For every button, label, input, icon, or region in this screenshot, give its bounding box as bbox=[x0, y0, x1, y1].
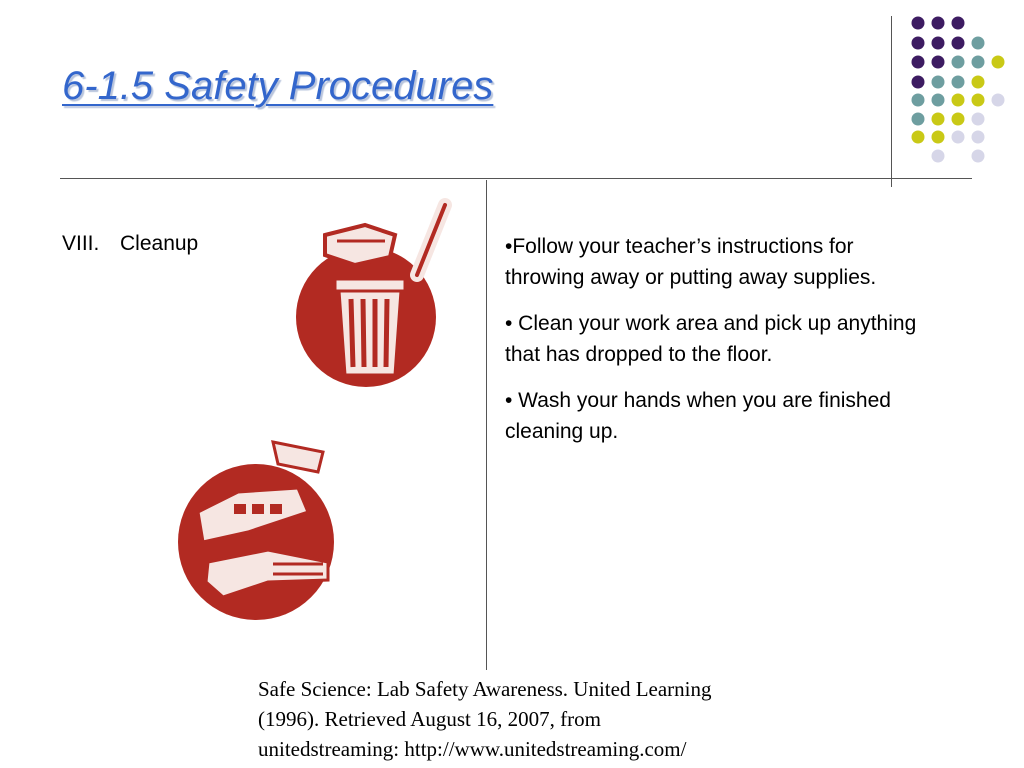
bullet-item: • Clean your work area and pick up anything that has dropped to the floor. bbox=[505, 312, 917, 366]
decorative-dot bbox=[912, 76, 925, 89]
decorative-dot bbox=[912, 113, 925, 126]
decorative-dot bbox=[972, 56, 985, 69]
decorative-dot bbox=[952, 131, 965, 144]
bullet-item: •Follow your teacher’s instructions for throwing away or putting away supplies. bbox=[505, 235, 877, 289]
divider-vertical-top bbox=[891, 16, 892, 187]
decorative-dot bbox=[972, 37, 985, 50]
decorative-dot bbox=[912, 37, 925, 50]
decorative-dot bbox=[952, 113, 965, 126]
hand-washing-icon bbox=[178, 432, 348, 632]
citation bbox=[258, 674, 858, 764]
section-number: VIII. bbox=[62, 232, 100, 255]
slide-title: 6-1.5 Safety Procedures bbox=[62, 64, 494, 108]
section-label: Cleanup bbox=[120, 232, 199, 255]
divider-vertical-middle bbox=[486, 180, 487, 670]
decorative-dot bbox=[932, 131, 945, 144]
decorative-dot bbox=[932, 150, 945, 163]
decorative-dot bbox=[932, 37, 945, 50]
decorative-dot bbox=[932, 113, 945, 126]
decorative-dot bbox=[912, 131, 925, 144]
decorative-dot bbox=[952, 17, 965, 30]
section-heading bbox=[62, 232, 198, 256]
decorative-dot bbox=[992, 56, 1005, 69]
decorative-dot bbox=[932, 56, 945, 69]
decorative-dot bbox=[932, 17, 945, 30]
bullet-item: • Wash your hands when you are finished cleaning up. bbox=[505, 389, 891, 443]
citation-line: (1996). Retrieved August 16, 2007, from bbox=[258, 707, 601, 731]
decorative-dot bbox=[932, 94, 945, 107]
decorative-dot bbox=[972, 94, 985, 107]
decorative-dot bbox=[972, 113, 985, 126]
decorative-dot bbox=[912, 56, 925, 69]
decorative-dot bbox=[932, 76, 945, 89]
decorative-dot bbox=[972, 76, 985, 89]
decorative-dot bbox=[912, 94, 925, 107]
citation-line: Safe Science: Lab Safety Awareness. United Learning bbox=[258, 677, 712, 701]
decorative-dot bbox=[952, 56, 965, 69]
decorative-dot-grid bbox=[0, 0, 1024, 200]
decorative-dot bbox=[952, 76, 965, 89]
divider-horizontal bbox=[60, 178, 972, 179]
decorative-dot bbox=[952, 37, 965, 50]
decorative-dot bbox=[952, 94, 965, 107]
citation-line: unitedstreaming: http://www.unitedstreaming.com/ bbox=[258, 737, 687, 761]
bullet-list bbox=[505, 231, 925, 462]
decorative-dot bbox=[992, 94, 1005, 107]
decorative-dot bbox=[912, 17, 925, 30]
decorative-dot bbox=[972, 131, 985, 144]
decorative-dot bbox=[972, 150, 985, 163]
trash-can-disposal-icon bbox=[285, 195, 465, 395]
